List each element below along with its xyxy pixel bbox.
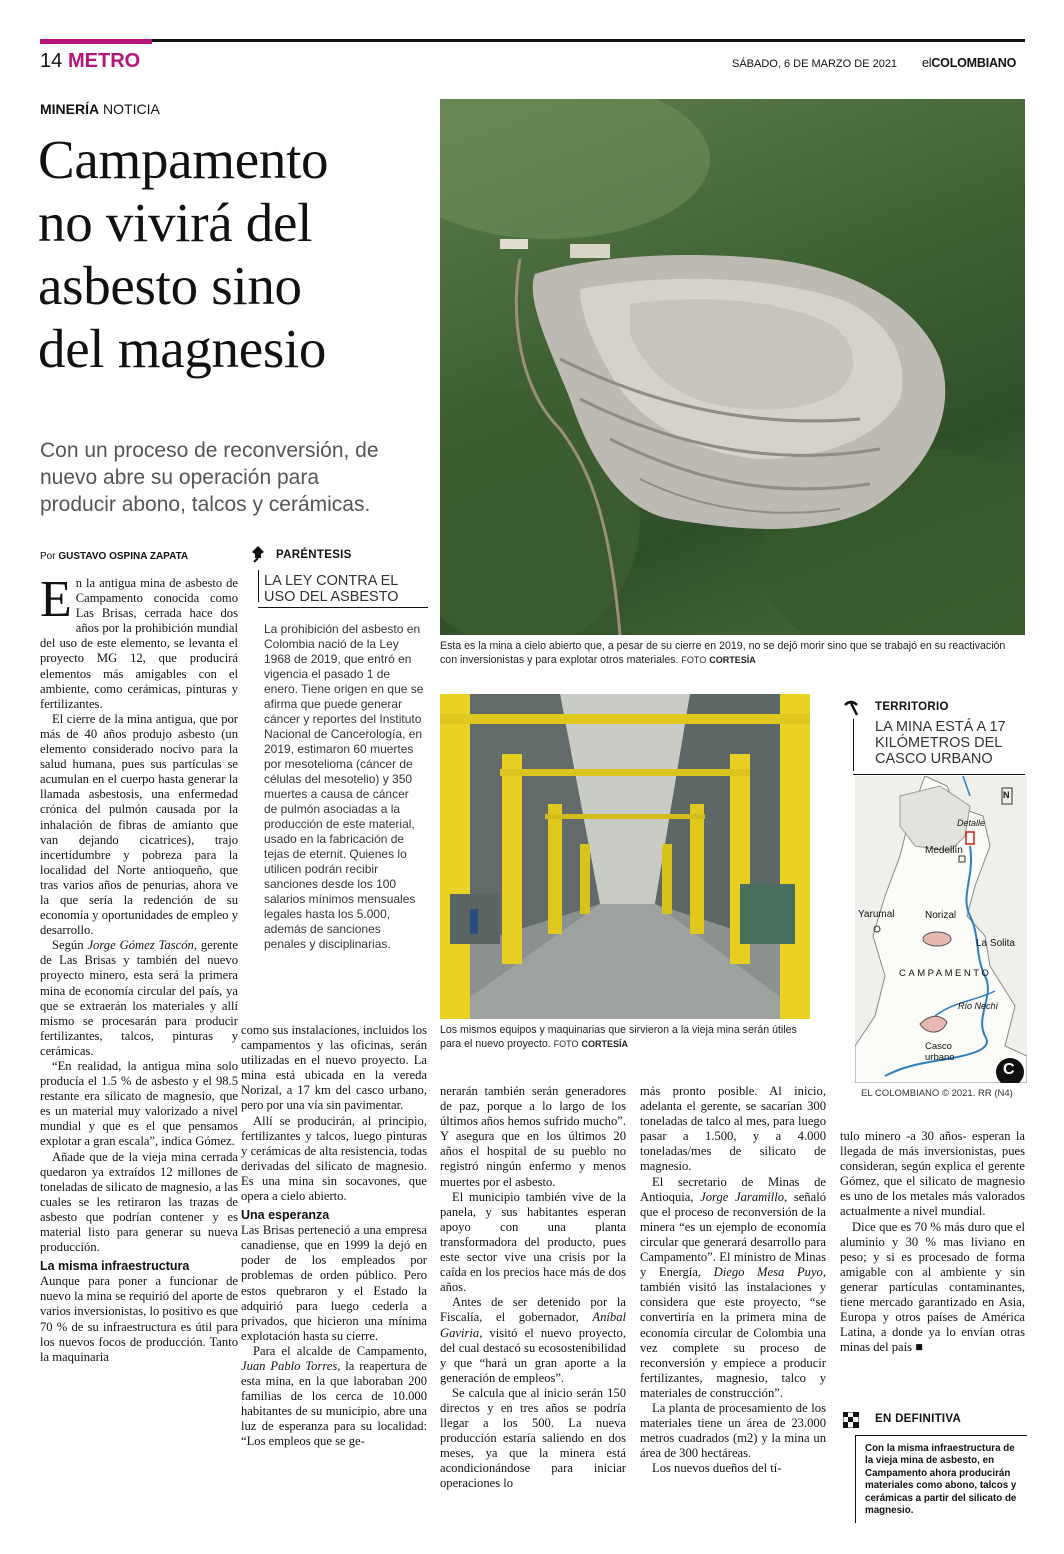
- article-paragraph: [40, 938, 238, 1059]
- article-paragraph: Los nuevos dueños del tí-: [652, 1461, 782, 1476]
- headline-line: no vivirá del: [38, 192, 313, 253]
- photo1-foto-label: FOTO: [681, 655, 707, 665]
- article-paragraph: tulo minero -a 30 años- esperan la llegada de más inversionistas, pues consideran, según explica el gerente Gómez, que el silicato de magnesio es uno de los metales más valorados actualmente a nivel mundial.: [840, 1129, 1025, 1219]
- article-paragraph: [241, 1344, 427, 1450]
- photo1-caption: [440, 639, 1025, 667]
- subhead-line: Con un proceso de reconversión, de: [40, 439, 379, 462]
- plant-interior-graphic: [440, 694, 810, 1019]
- subhead-line: producir abono, talcos y cerámicas.: [40, 493, 371, 516]
- territorio-title: LA MINA ESTÁ A 17 KILÓMETROS DEL CASCO URBANO: [875, 719, 1006, 767]
- paragraph-text: , visitó el nuevo proyecto, del cual destacó su ecosostenibilidad y que “hará un gran aporte a la generación de empleos”.: [440, 1325, 626, 1385]
- pickaxe-icon: [843, 700, 859, 716]
- location-map-graphic: [855, 776, 1027, 1083]
- map-label-urbano: urbano: [925, 1052, 955, 1063]
- paragraph-text: , la reapertura de esta mina, en la que laboraban 200 familias de los cerca de 10.000 habitantes de su municipio, abre una luz de esperanza para su localidad: “Los empleos que se ge-: [241, 1358, 427, 1449]
- box-title: LA LEY CONTRA EL USO DEL ASBESTO: [264, 573, 399, 605]
- map-label-casco: Casco: [925, 1041, 952, 1052]
- territorio-label: TERRITORIO: [875, 701, 949, 713]
- checkered-icon: [843, 1412, 859, 1428]
- photo2-foto-label: FOTO: [553, 1039, 579, 1049]
- person-name: Aníbal Gaviria: [440, 1310, 626, 1340]
- person-name: Diego Mesa Puyo: [713, 1265, 823, 1280]
- article-paragraph: nerarán también serán generadores de paz, porque a lo largo de los últimos años hemos sufrido mucho”. Y asegura que en los últimos 20 años el hospital de su pueblo no registró ningún enfermo y menos muertes por el asbesto.: [440, 1084, 626, 1189]
- photo2-credit: CORTESÍA: [581, 1039, 628, 1049]
- article-paragraph: [440, 1295, 626, 1386]
- photo1-caption-text: Esta es la mina a cielo abierto que, a pesar de su cierre en 2019, no se dejó morir sino que se trabajó en su reactivación con inversionistas y para explotar otros materiales.: [440, 640, 1006, 666]
- mine-aerial-photo: [440, 99, 1025, 635]
- map-label-detalle: Detalle: [957, 818, 986, 828]
- end-mark: ■: [915, 1340, 923, 1355]
- article-paragraph: El municipio también vive de la panela, y sus habitantes esperan apoyo con una planta transformadora del producto, pues este sector vive una crisis por la caída en los precios hace más de dos años.: [440, 1189, 626, 1295]
- article-paragraph: Las Brisas perteneció a una empresa canadiense, que en 1999 la dejó en poder de los empleados por problemas de orden público. Pero estos quebraron y el Estado la adquirió para luego cederla a privados, que hicieron una mínima explotación hasta su cierre.: [241, 1223, 427, 1343]
- paragraph-text: , señaló que el proceso de reconversión de la minera “es un ejemplo de economía circular que generará desarrollo para Campamento”. El ministro de Minas y Energía,: [640, 1189, 826, 1280]
- map-north-label: N: [1003, 790, 1010, 800]
- article-column-5: [840, 1129, 1025, 1355]
- paragraph-text: , también visitó las instalaciones y considera que este proyecto, “se convertiría en la primera mina de economía circular de Colombia una vez complete su proceso de reconversión y empiece a producir fertilizantes, magnesio, talco y materiales de construcción”.: [640, 1265, 826, 1400]
- box-title-rule: [258, 607, 428, 608]
- map-logo-c-icon: C: [1003, 1061, 1015, 1078]
- section-name: METRO: [68, 50, 141, 72]
- article-column-4: [640, 1084, 826, 1476]
- byline-prefix: Por: [40, 551, 56, 562]
- subheading: La misma infraestructura: [40, 1259, 190, 1274]
- en-definitiva-rule: [855, 1435, 1027, 1436]
- issue-date: SÁBADO, 6 DE MARZO DE 2021: [732, 58, 898, 70]
- pin-icon: [250, 545, 266, 563]
- top-rule: [40, 39, 1025, 42]
- kicker: [40, 101, 160, 117]
- section-accent-bar: [40, 39, 152, 44]
- byline: [40, 551, 188, 562]
- article-paragraph: [840, 1220, 1025, 1356]
- territorio-side-rule: [853, 719, 854, 771]
- paragraph-text: Para el alcalde de Campamento,: [253, 1343, 427, 1358]
- kicker-type: NOTICIA: [103, 101, 160, 117]
- article-paragraph: Aunque para poner a funcionar de nuevo la mina se requirió del aporte de varios inversionistas, lo positivo es que 70 % de su infraestructura es útil para los nuevos focos de producción. Tanto la maquinaria: [40, 1274, 238, 1364]
- en-definitiva-label: EN DEFINITIVA: [875, 1413, 962, 1425]
- person-name: Jorge Gómez Tascón: [87, 938, 194, 953]
- subheading: Una esperanza: [241, 1208, 330, 1223]
- paragraph-text: n la antigua mina de asbesto de Campamento conocida como Las Brisas, cerrada hace dos años por la prohibición mundial del uso de este elemento, se levanta el proyecto MG 12, que producirá elementos más amigables con el ambiente, como cerámicas, pinturas y fertilizantes.: [40, 576, 238, 711]
- article-column-3: [440, 1084, 626, 1492]
- subheadline: [40, 437, 379, 518]
- subhead-line: nuevo abre su operación para: [40, 466, 320, 489]
- map-label-yarumal: Yarumal: [858, 909, 895, 920]
- page-number: 14: [40, 50, 63, 72]
- brand-name: COLOMBIANO: [931, 56, 1017, 70]
- box-label: PARÉNTESIS: [276, 549, 352, 561]
- article-paragraph: como sus instalaciones, incluidos los campamentos y las oficinas, serán utilizadas en el nuevo proyecto. La mina está ubicada en la vereda Norizal, a 17 km del casco urbano, pero por una vía sin pavimentar.: [241, 1023, 427, 1113]
- article-column-2: [241, 1023, 427, 1450]
- paragraph-text: Dice que es 70 % más duro que el aluminio y 30 % mas liviano en peso; y si es procesado de forma amigable con al ambiente y sin generar partículas contaminantes, tiene mercado garantizado en Asia, Europa y otros países de América Latina, a donde ya lo envían otras minas del país: [840, 1219, 1025, 1355]
- headline-line: Campamento: [38, 129, 329, 190]
- paragraph-text: Según: [52, 938, 88, 953]
- en-definitiva-side-rule: [855, 1435, 856, 1523]
- byline-author: GUSTAVO OSPINA ZAPATA: [58, 551, 189, 562]
- article-column-1: [40, 571, 238, 1365]
- location-map: [855, 776, 1027, 1083]
- headline-line: del magnesio: [38, 318, 327, 379]
- photo2-caption-text: Los mismos equipos y maquinarias que sirvieron a la vieja mina serán útiles para el nuevo proyecto.: [440, 1024, 797, 1050]
- article-paragraph: Allí se producirán, al principio, fertilizantes y talcos, luego pinturas y cerámicas de alta resistencia, todas derivadas del silicato de magnesio. Es una mina sin socavones, que opera a cielo abierto.: [241, 1113, 427, 1204]
- map-credit: EL COLOMBIANO © 2021. RR (N4): [861, 1088, 1013, 1099]
- article-paragraph: Añade que de la vieja mina cerrada quedaron ya extraídos 12 millones de toneladas de silicato de magnesio, a las cuales se les retiraron las trazas de asbesto que podrían contener y es material listo para generar su nueva producción.: [40, 1149, 238, 1255]
- photo1-credit: CORTESÍA: [709, 655, 756, 665]
- paragraph-text: Antes de ser detenido por la Fiscalía, el gobernador,: [440, 1295, 626, 1325]
- box-body: La prohibición del asbesto en Colombia nació de la Ley 1968 de 2019, que entró en vigencia el pasado 1 de enero. Tiene origen en que se afirma que puede generar cáncer y reportes del Instituto Nacional de Cancerología, en 2019, estimaron 60 muertes por mesotelioma (cáncer de células del mesotelio) y 350 muertes a causa de cáncer de pulmón asociadas a la producción de este material, usado en la fabricación de tejas de eternit. Quienes lo utilicen podrán recibir sanciones desde los 100 salarios mínimos mensuales legales hasta los 5.000, además de sanciones penales y disciplinarias.: [264, 622, 424, 951]
- mine-aerial-graphic: [440, 99, 1025, 635]
- article-paragraph: [640, 1175, 826, 1401]
- person-name: Juan Pablo Torres: [241, 1358, 338, 1373]
- brand-logo: [922, 56, 1016, 70]
- drop-cap: E: [40, 571, 72, 628]
- headline-line: asbesto sino: [38, 255, 302, 316]
- paragraph-text: , gerente de Las Brisas y también del nuevo proyecto minero, esta será la primera mina de economía circular del país, ya que se extraerán los materiales y allí mismo se procesarán para producir fertilizantes, talcos, pinturas y cerámicas.: [40, 938, 238, 1058]
- map-label-la-solita: La Solita: [976, 938, 1015, 949]
- article-paragraph: Se calcula que al inicio serán 150 directos y en tres años se podría llegar a los 500. La nueva producción estaría saliendo en dos meses, ya que la minera está acondicionándose para iniciar operaciones lo: [440, 1385, 626, 1491]
- territorio-title-rule: [853, 774, 1025, 775]
- map-label-rio-nechi: Río Nechí: [958, 1001, 999, 1011]
- map-label-campamento: CAMPAMENTO: [899, 968, 992, 979]
- photo2-caption: [440, 1023, 812, 1051]
- headline: [38, 128, 328, 380]
- article-paragraph: El cierre de la mina antigua, que por más de 40 años produjo asbesto (un elemento considerado nocivo para la salud humana, pues sus partículas se acumulan en el cuerpo hasta generar la llamada asbestosis, una enfermedad crónica del pulmón causada por la inhalación de fibras de amianto que van dejando cicatrices), trajo incertidumbre y pobreza para la localidad del Norte antioqueño, que tras varios años de penurias, ahora ve la que sería la redención de su economía y oportunidades de empleo y desarrollo.: [40, 711, 238, 938]
- article-paragraph: La planta de procesamiento de los materiales tiene un área de 23.000 metros cuadrados (m2) y la mina un área de 300 hectáreas.: [640, 1400, 826, 1461]
- brand-el: el: [922, 56, 932, 70]
- article-paragraph: más pronto posible. Al inicio, adelanta el gerente, se sacarían 300 toneladas de talco al mes, para luego pasar a 1.500, y a 4.000 toneladas/mes de silicato de magnesio.: [640, 1084, 826, 1174]
- paragraph-text: El secretario de Minas de Antioquia,: [640, 1174, 826, 1204]
- en-definitiva-text: Con la misma infraestructura de la vieja mina de asbesto, en Campamento ahora producirán materiales como abono, talcos y cerámicas a partir del silicato de magnesio.: [865, 1443, 1017, 1517]
- person-name: Jorge Jaramillo: [700, 1189, 785, 1204]
- kicker-topic: MINERÍA: [40, 101, 100, 117]
- article-paragraph: “En realidad, la antigua mina solo producía el 1.5 % de asbesto y el 98.5 restante era silicato de magnesio, que es un material muy valorizado a nivel mundial y que es el que pensamos explotar a gran escala”, indica Gómez.: [40, 1059, 238, 1149]
- map-label-norizal: Norizal: [925, 910, 957, 921]
- plant-interior-photo: [440, 694, 810, 1019]
- box-side-rule: [258, 570, 259, 602]
- article-paragraph: [40, 571, 238, 712]
- map-label-medellin: Medellín: [925, 845, 963, 856]
